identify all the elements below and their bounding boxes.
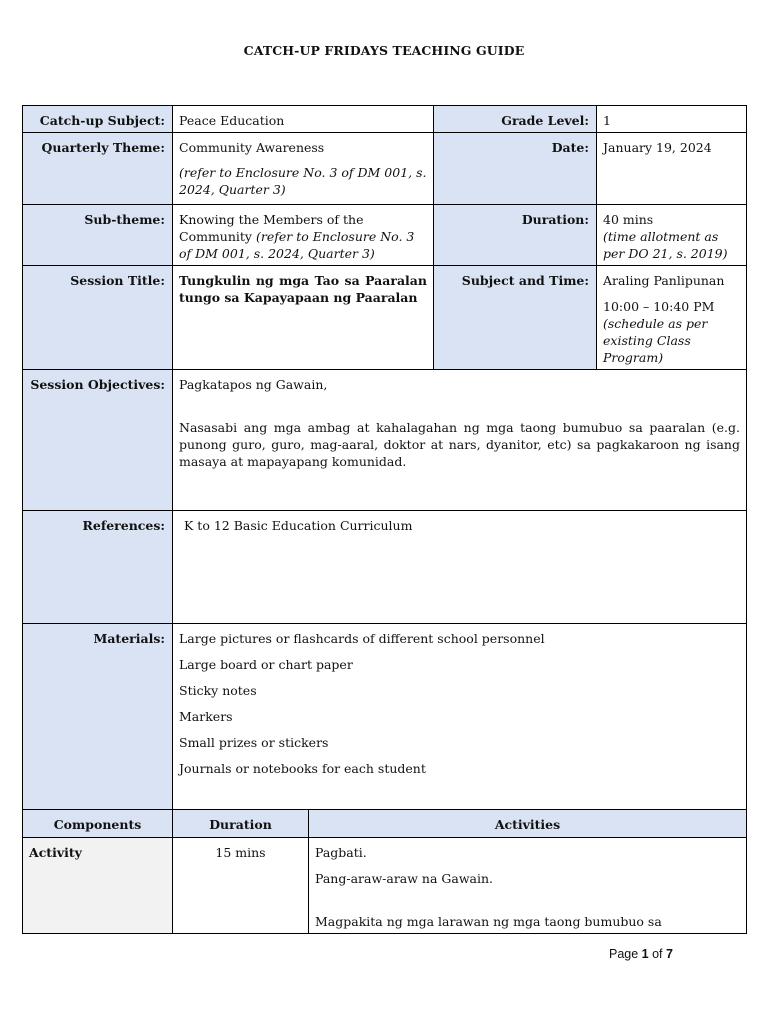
objectives-text: Nasasabi ang mga ambag at kahalagahan ng mga taong bumubuo sa paaralan (e.g. punong guro, guro, mag-aaral, doktor at nars, dyanitor, etc) sa pagkakaroon ng isang masaya at mapayapang komunidad. [179,420,740,469]
duration-label: Duration: [433,204,597,266]
activity-duration: 15 mins [172,837,309,934]
materials-item: Large board or chart paper [179,657,353,672]
catchup-subject-value: Peace Education [172,105,434,133]
activities-header: Activities [308,809,747,838]
materials-item: Markers [179,709,233,724]
session-title-label: Session Title: [22,265,173,370]
materials-item: Sticky notes [179,683,257,698]
materials-value [172,623,747,810]
materials-item: Small prizes or stickers [179,735,329,750]
duration-text: 40 mins [603,212,654,227]
session-objectives-value [172,369,747,511]
activity-line: Pang-araw-araw na Gawain. [315,871,494,886]
component-activity: Activity [22,837,173,934]
references-label: References: [22,510,173,624]
duration-note: (time allotment as per DO 21, s. 2019) [603,229,728,261]
activity-line: Pagbati. [315,845,367,860]
components-header: Components [22,809,173,838]
quarterly-theme-note: (refer to Enclosure No. 3 of DM 001, s. 2024, Quarter 3) [179,165,427,197]
grade-level-value: 1 [596,105,747,133]
duration-value [596,204,747,266]
materials-item: Journals or notebooks for each student [179,761,426,776]
sub-theme-value [172,204,434,266]
quarterly-theme-label: Quarterly Theme: [22,132,173,205]
sub-theme-note: (refer to Enclosure No. 3 of DM 001, s. 2024, Quarter 3) [179,229,415,261]
page-title: CATCH-UP FRIDAYS TEACHING GUIDE [243,43,525,58]
quarterly-theme-value [172,132,434,205]
session-objectives-label: Session Objectives: [22,369,173,511]
date-label: Date: [433,132,597,205]
subject-time-subject: Araling Panlipunan [603,273,725,288]
quarterly-theme-text: Community Awareness [179,140,325,155]
subject-time-label: Subject and Time: [433,265,597,370]
subject-time-note: (schedule as per existing Class Program) [603,316,708,365]
subject-time-value [596,265,747,370]
date-value: January 19, 2024 [596,132,747,205]
materials-label: Materials: [22,623,173,810]
materials-item: Large pictures or flashcards of different school personnel [179,631,545,646]
page-number: Page 1 of 7 [609,947,673,961]
objectives-intro: Pagkatapos ng Gawain, [179,377,328,392]
grade-level-label: Grade Level: [433,105,597,133]
activity-line: Magpakita ng mga larawan ng mga taong bumubuo sa [315,914,662,929]
sub-theme-text: Knowing the Members of the Community [179,212,364,244]
references-value: K to 12 Basic Education Curriculum [172,510,747,624]
sub-theme-label: Sub-theme: [22,204,173,266]
session-title-value: Tungkulin ng mga Tao sa Paaralan tungo sa Kapayapaan ng Paaralan [172,265,434,370]
catchup-subject-label: Catch-up Subject: [22,105,173,133]
subject-time-time: 10:00 – 10:40 PM [603,299,715,314]
activity-details [308,837,747,934]
duration-header: Duration [172,809,309,838]
